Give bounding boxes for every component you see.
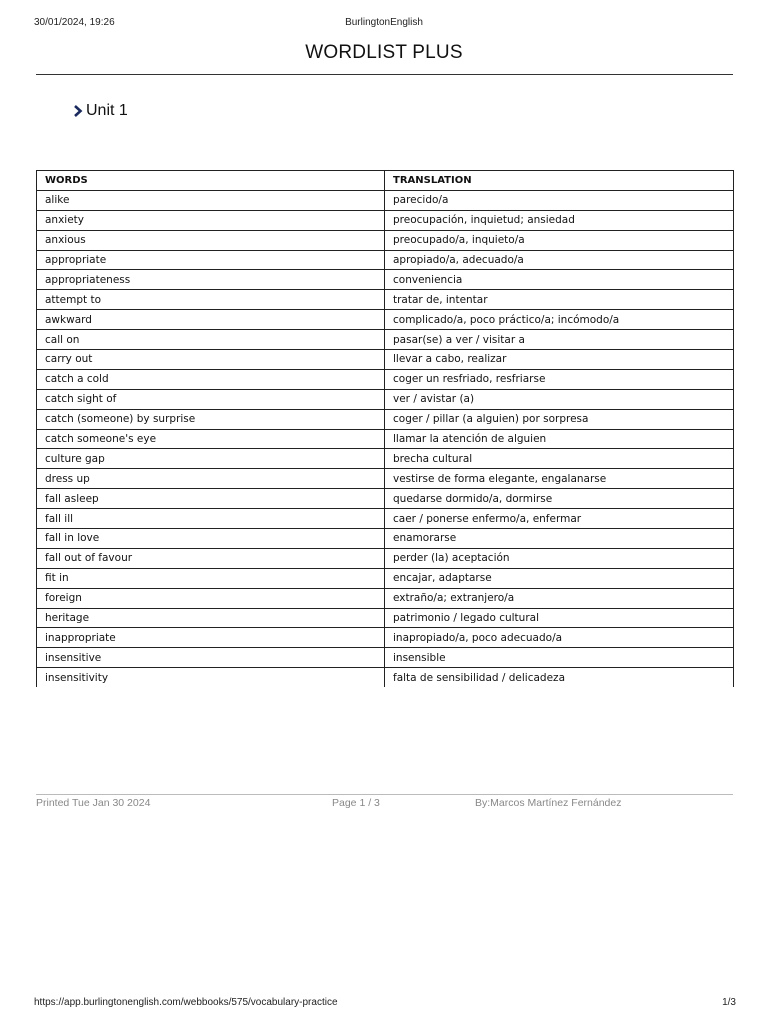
word-cell: foreign: [37, 588, 385, 608]
table-row: [37, 548, 734, 568]
translation-cell: tratar de, intentar: [385, 290, 734, 310]
printed-date: Printed Tue Jan 30 2024: [36, 797, 151, 809]
translation-cell: inapropiado/a, poco adecuado/a: [385, 628, 734, 648]
table-row: [37, 350, 734, 370]
word-cell: alike: [37, 190, 385, 210]
word-cell: anxious: [37, 230, 385, 250]
word-cell: dress up: [37, 469, 385, 489]
table-row: [37, 190, 734, 210]
print-footer: [36, 797, 733, 811]
word-cell: fall out of favour: [37, 548, 385, 568]
page-title: WORDLIST PLUS: [305, 42, 463, 63]
table-header-row: [37, 171, 734, 191]
table-row: [37, 568, 734, 588]
chevron-right-icon: [72, 104, 84, 118]
word-cell: catch a cold: [37, 369, 385, 389]
translation-cell: llamar la atención de alguien: [385, 429, 734, 449]
table-row: [37, 449, 734, 469]
print-datetime: 30/01/2024, 19:26: [34, 17, 115, 28]
print-site-title: BurlingtonEnglish: [345, 17, 423, 28]
column-header-words: WORDS: [37, 171, 385, 191]
table-row: [37, 290, 734, 310]
translation-cell: brecha cultural: [385, 449, 734, 469]
translation-cell: parecido/a: [385, 190, 734, 210]
translation-cell: patrimonio / legado cultural: [385, 608, 734, 628]
table-row: [37, 429, 734, 449]
table-row: [37, 628, 734, 648]
table-row: [37, 489, 734, 509]
word-cell: appropriateness: [37, 270, 385, 290]
translation-cell: caer / ponerse enfermo/a, enfermar: [385, 509, 734, 529]
title-divider: [36, 74, 733, 75]
wordlist-body: [37, 190, 734, 687]
word-cell: heritage: [37, 608, 385, 628]
translation-cell: complicado/a, poco práctico/a; incómodo/a: [385, 310, 734, 330]
unit-heading: [72, 102, 128, 120]
column-header-translation: TRANSLATION: [385, 171, 734, 191]
table-row: [37, 210, 734, 230]
table-row: [37, 588, 734, 608]
translation-cell: quedarse dormido/a, dormirse: [385, 489, 734, 509]
translation-cell: encajar, adaptarse: [385, 568, 734, 588]
browser-print-footer: [34, 997, 736, 1011]
translation-cell: pasar(se) a ver / visitar a: [385, 330, 734, 350]
translation-cell: enamorarse: [385, 529, 734, 549]
print-page-number: 1/3: [722, 997, 736, 1008]
translation-cell: apropiado/a, adecuado/a: [385, 250, 734, 270]
word-cell: carry out: [37, 350, 385, 370]
table-row: [37, 369, 734, 389]
page-indicator: Page 1 / 3: [332, 797, 380, 809]
footer-divider: [36, 794, 733, 795]
translation-cell: conveniencia: [385, 270, 734, 290]
table-row: [37, 250, 734, 270]
browser-print-header: [34, 17, 734, 31]
translation-cell: insensible: [385, 648, 734, 668]
word-cell: appropriate: [37, 250, 385, 270]
table-row: [37, 648, 734, 668]
table-row: [37, 270, 734, 290]
word-cell: catch someone's eye: [37, 429, 385, 449]
translation-cell: vestirse de forma elegante, engalanarse: [385, 469, 734, 489]
table-row: [37, 330, 734, 350]
table-row: [37, 389, 734, 409]
translation-cell: ver / avistar (a): [385, 389, 734, 409]
translation-cell: coger / pillar (a alguien) por sorpresa: [385, 409, 734, 429]
author-name: By:Marcos Martínez Fernández: [475, 797, 622, 809]
translation-cell: perder (la) aceptación: [385, 548, 734, 568]
word-cell: insensitivity: [37, 668, 385, 687]
word-cell: fall ill: [37, 509, 385, 529]
word-cell: awkward: [37, 310, 385, 330]
translation-cell: preocupado/a, inquieto/a: [385, 230, 734, 250]
table-row: [37, 529, 734, 549]
translation-cell: coger un resfriado, resfriarse: [385, 369, 734, 389]
word-cell: culture gap: [37, 449, 385, 469]
table-row: [37, 509, 734, 529]
table-row: [37, 608, 734, 628]
word-cell: anxiety: [37, 210, 385, 230]
word-cell: insensitive: [37, 648, 385, 668]
table-row: [37, 469, 734, 489]
wordlist-table: [36, 170, 734, 687]
translation-cell: preocupación, inquietud; ansiedad: [385, 210, 734, 230]
word-cell: fall in love: [37, 529, 385, 549]
page-url: https://app.burlingtonenglish.com/webbooks/575/vocabulary-practice: [34, 997, 338, 1008]
word-cell: catch (someone) by surprise: [37, 409, 385, 429]
table-row: [37, 310, 734, 330]
table-row: [37, 668, 734, 687]
translation-cell: llevar a cabo, realizar: [385, 350, 734, 370]
unit-label: Unit 1: [86, 102, 128, 119]
word-cell: inappropriate: [37, 628, 385, 648]
word-cell: fit in: [37, 568, 385, 588]
word-cell: catch sight of: [37, 389, 385, 409]
table-row: [37, 409, 734, 429]
translation-cell: falta de sensibilidad / delicadeza: [385, 668, 734, 687]
word-cell: call on: [37, 330, 385, 350]
word-cell: attempt to: [37, 290, 385, 310]
table-row: [37, 230, 734, 250]
translation-cell: extraño/a; extranjero/a: [385, 588, 734, 608]
word-cell: fall asleep: [37, 489, 385, 509]
